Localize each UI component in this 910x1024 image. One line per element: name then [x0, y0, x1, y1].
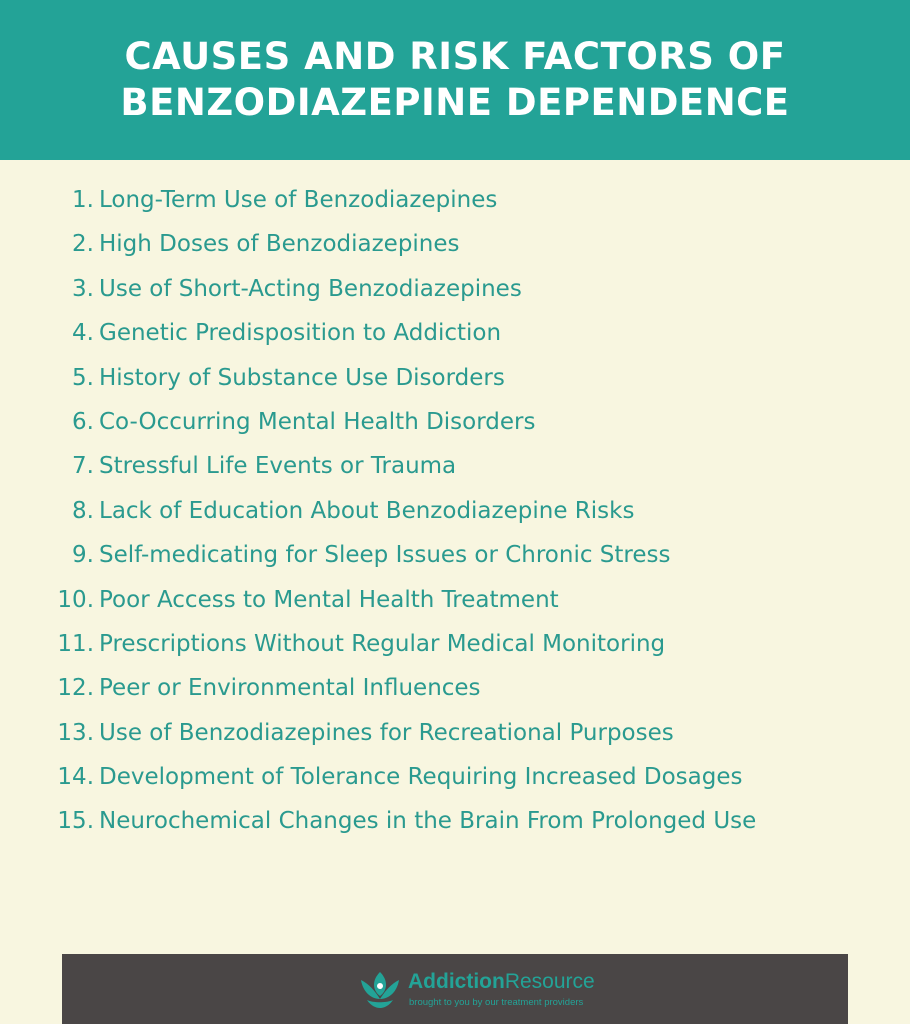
list-item-number: 7.: [72, 453, 94, 480]
list-item: [0, 666, 910, 710]
list-item-text: Use of Benzodiazepines for Recreational Purposes: [99, 719, 674, 746]
list-item: [0, 222, 910, 266]
list-item-number: 15.: [57, 808, 94, 835]
list-item: [0, 711, 910, 755]
list-item-text: Long-Term Use of Benzodiazepines: [99, 187, 498, 213]
page-title-line-1: CAUSES AND RISK FACTORS OF: [124, 35, 786, 78]
brand-tagline: brought to you by our treatment providers: [409, 997, 584, 1008]
list-item-text: Use of Short-Acting Benzodiazepines: [99, 275, 522, 302]
list-item-text: History of Substance Use Disorders: [99, 364, 505, 391]
list-item: [0, 799, 910, 843]
brand-name-regular: Resource: [504, 970, 595, 993]
list-item: [0, 311, 910, 355]
list-item-number: 2.: [72, 231, 94, 258]
list-item-number: 1.: [72, 187, 94, 213]
list-item-number: 13.: [57, 719, 94, 746]
brand-name-bold: Addiction: [408, 970, 505, 993]
list-item-text: Self-medicating for Sleep Issues or Chronic Stress: [99, 542, 671, 569]
list-item-text: Co-Occurring Mental Health Disorders: [99, 408, 536, 435]
footer-bar: [62, 954, 848, 1024]
list-item: [0, 578, 910, 622]
brand-name: [408, 970, 595, 994]
page-title-line-2: BENZODIAZEPINE DEPENDENCE: [120, 81, 790, 124]
list-item-number: 3.: [72, 275, 94, 302]
list-item-number: 10.: [57, 586, 94, 613]
list-item-number: 9.: [72, 542, 94, 569]
brand-logo[interactable]: [357, 966, 617, 1014]
list-item-text: Poor Access to Mental Health Treatment: [99, 586, 559, 613]
list-item-number: 14.: [57, 764, 94, 791]
list-item-number: 4.: [72, 320, 94, 347]
list-item: [0, 533, 910, 577]
list-item: [0, 622, 910, 666]
list-item-text: Neurochemical Changes in the Brain From Prolonged Use: [99, 808, 757, 835]
list-item: [0, 267, 910, 311]
list-item: [0, 400, 910, 444]
list-item-text: Peer or Environmental Influences: [99, 675, 481, 702]
list-item: [0, 489, 910, 533]
list-item-number: 8.: [72, 497, 94, 524]
list-item-text: High Doses of Benzodiazepines: [99, 231, 460, 258]
list-item-text: Genetic Predisposition to Addiction: [99, 320, 502, 347]
list-item-text: Lack of Education About Benzodiazepine Risks: [99, 497, 635, 524]
list-item-text: Development of Tolerance Requiring Increased Dosages: [99, 764, 743, 791]
list-item-number: 6.: [72, 408, 94, 435]
list-item: [0, 356, 910, 400]
list-item: [0, 178, 910, 222]
list-item-number: 11.: [57, 630, 94, 657]
list-item-text: Stressful Life Events or Trauma: [99, 453, 457, 480]
header-banner: [0, 0, 910, 160]
list-item: [0, 755, 910, 799]
list-item-text: Prescriptions Without Regular Medical Monitoring: [99, 630, 666, 657]
list-item: [0, 444, 910, 488]
lotus-icon: [357, 966, 403, 1012]
list-item-number: 12.: [57, 675, 94, 702]
list-item-number: 5.: [72, 364, 94, 391]
risk-factor-list: [0, 178, 910, 844]
